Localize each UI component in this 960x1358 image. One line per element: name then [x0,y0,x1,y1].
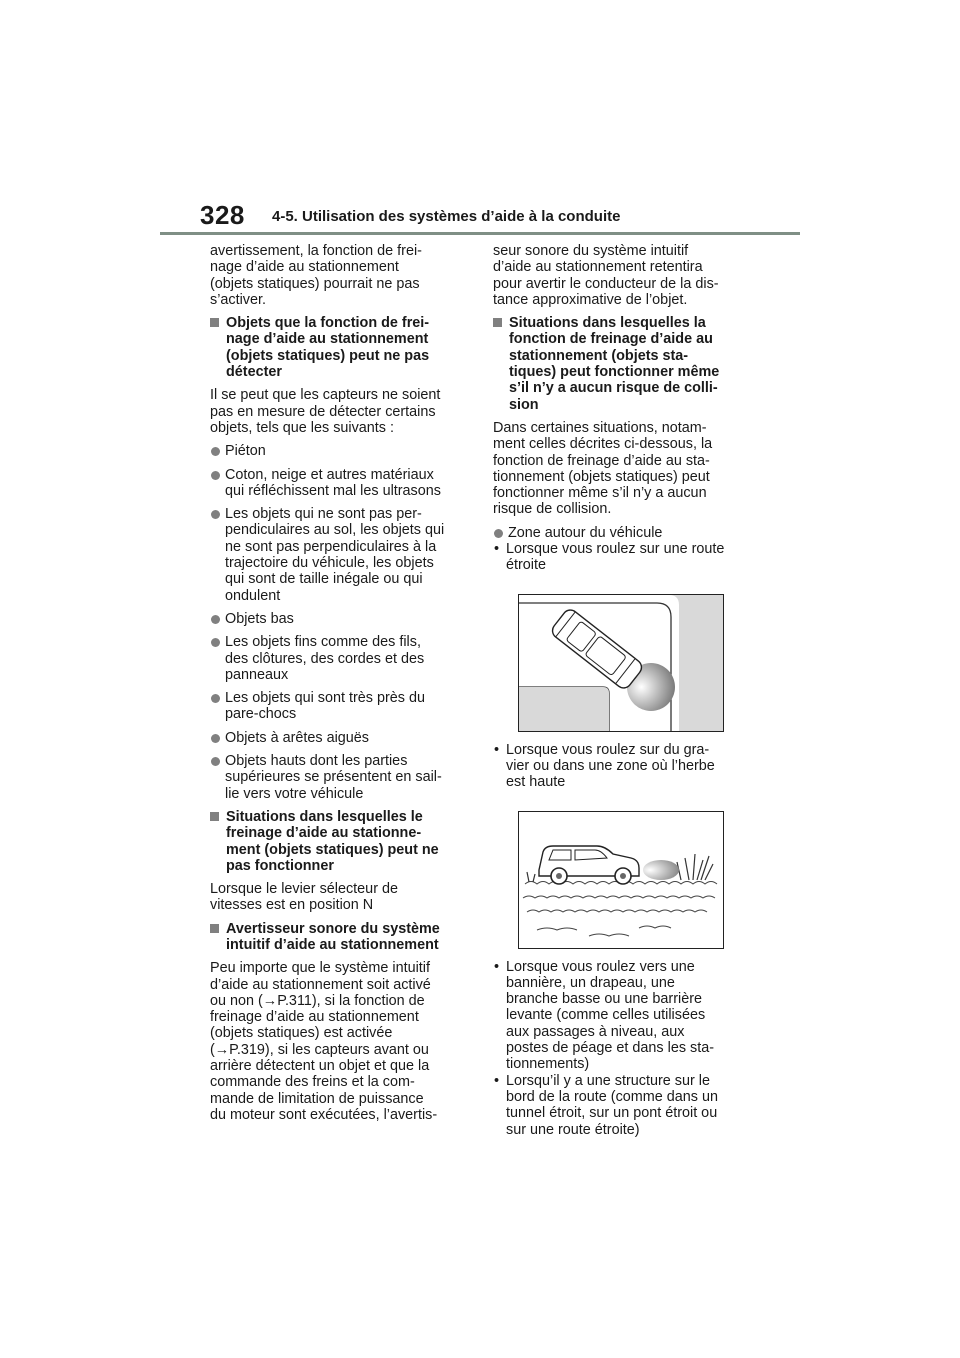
heading-undetectable-objects [210,315,472,380]
heading-text: Situations dans lesquelles la fonction de freinage d’aide au stationnement (objets sta- tiques) peut fonctionner même s’il n’y a aucun risque de colli- sion [509,315,720,413]
heading-may-operate [493,315,755,413]
sub-bullet-marker: • [494,741,500,758]
bullet-icon [211,694,220,703]
sub-list-item [493,1073,755,1138]
list-item [210,690,472,723]
heading-not-functioning [210,809,472,874]
bullet-icon [211,734,220,743]
list-item [210,611,472,627]
bullet-icon [211,510,220,519]
list-item [210,634,472,683]
right-intro-paragraph: seur sonore du système intuitif d’aide au stationnement retentira pour avertir le conducteur de la dis- tance approximative de l’objet. [493,243,719,308]
sub-list-item-text: Lorsque vous roulez sur du gra- vier ou dans une zone où l’herbe est haute [506,741,715,791]
figure-narrow-road [518,594,724,732]
list-item-text: Zone autour du véhicule [508,524,663,541]
right-column [493,243,755,1138]
bullet-icon [211,615,220,624]
square-marker-icon [210,812,219,821]
list-item-text: Les objets qui ne sont pas per- pendiculaires au sol, les objets qui ne sont pas perpendiculaires à la trajectoire du véhicule, les objets qui sont de taille inégale ou qui ondulent [225,506,445,604]
left-intro-paragraph: avertissement, la fonction de frei- nage d’aide au stationnement (objets statiques) pourrait ne pas s’activer. [210,243,422,308]
sub-list-item-text: Lorsqu’il y a une structure sur le bord de la route (comme dans un tunnel étroit, sur un pont étroit ou sur une route étroite) [506,1072,718,1138]
sub-list-item [493,742,755,791]
list-item [493,525,755,541]
list-item-text: Piéton [225,443,266,460]
list-item [210,753,472,802]
bullet-icon [494,529,503,538]
paragraph-sensors: Il se peut que les capteurs ne soient pas en mesure de détecter certains objets, tels que les suivants : [210,387,441,436]
list-item-text: Coton, neige et autres matériaux qui réfléchissent mal les ultrasons [225,466,441,499]
paragraph-buzzer: Peu importe que le système intuitif d’aide au stationnement soit activé ou non (→P.311), si la fonction de freinage d’aide au stationnement (objets statiques) est activée (→P.319), si les capteurs avant ou arrière détectent un objet et que la commande des freins et la com- mande de limitation de puissance du moteur sont exécutées, l’avertis- [210,960,438,1123]
list-item [210,443,472,459]
list-item-text: Objets hauts dont les parties supérieures se présentent en sail- lie vers votre véhicule [225,753,442,802]
sub-list-item-text: Lorsque vous roulez sur une route étroite [506,541,725,574]
header-rule [160,232,800,235]
paragraph-situations: Dans certaines situations, notam- ment celles décrites ci-dessous, la fonction de freinage d’aide au sta- tionnement (objets statiques) peut fonctionner même s’il n’y a aucun risque de collision. [493,419,713,518]
sub-list-item-text: Lorsque vous roulez vers une bannière, un drapeau, une branche basse ou une barrière levante (comme celles utilisées aux passages à niveau, aux postes de péage et dans les sta- tionnements) [506,958,715,1073]
page-header [200,200,800,236]
heading-buzzer [210,921,472,954]
heading-text: Objets que la fonction de frei- nage d’aide au stationnement (objets statiques) peut ne pas détecter [226,315,430,381]
sub-list-item [493,541,755,574]
sub-bullet-marker: • [494,1072,500,1089]
list-item-text: Les objets fins comme des fils, des clôtures, des cordes et des panneaux [225,634,425,683]
square-marker-icon [493,318,502,327]
square-marker-icon [210,924,219,933]
list-item-text: Objets à arêtes aiguës [225,729,369,746]
bullet-icon [211,757,220,766]
sub-bullet-marker: • [494,958,500,975]
list-item [210,730,472,746]
figure-gravel-grass [518,811,724,949]
bullet-icon [211,447,220,456]
left-column [210,243,472,1130]
list-item-text: Les objets qui sont très près du pare-chocs [225,690,425,723]
section-title: 4-5. Utilisation des systèmes d’aide à la conduite [272,208,621,225]
page-number: 328 [200,200,245,230]
bullet-icon [211,638,220,647]
square-marker-icon [210,318,219,327]
sub-bullet-marker: • [494,541,500,558]
heading-text: Situations dans lesquelles le freinage d’aide au stationne- ment (objets statiques) peut ne pas fonctionner [226,808,439,874]
list-item [210,506,472,604]
bullet-icon [211,471,220,480]
list-item-text: Objets bas [225,610,294,627]
sub-list-item [493,959,755,1073]
heading-text: Avertisseur sonore du système intuitif d’aide au stationnement [226,920,440,953]
list-item [210,467,472,500]
paragraph-shift-lever: Lorsque le levier sélecteur de vitesses est en position N [210,881,398,914]
